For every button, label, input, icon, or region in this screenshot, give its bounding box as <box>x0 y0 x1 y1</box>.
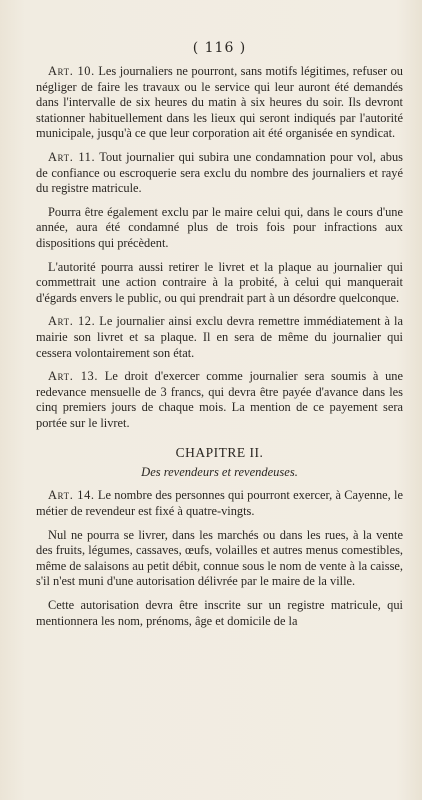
article-label: Art. 14. <box>48 488 95 503</box>
paragraph-exclusion <box>36 205 403 252</box>
chapter-title: CHAPITRE II. <box>175 445 264 461</box>
paragraph-art-10 <box>36 64 403 142</box>
paragraph-text: Le journalier ainsi exclu devra remettre immédiatement à la mairie son livret et sa plaque. Il en sera de même du journalier qui cessera volontairement son état. <box>36 314 403 360</box>
paragraph-art-14 <box>36 488 403 519</box>
article-label: Art. 12. <box>48 314 96 329</box>
paragraph-registration <box>36 598 403 629</box>
paragraph-text: Pourra être également exclu par le maire celui qui, dans le cours d'une année, aura été condamné plus de trois fois pour infractions aux dispositions qui précèdent. <box>36 204 403 250</box>
paragraph-text: Tout journalier qui subira une condamnation pour vol, abus de confiance ou escroquerie sera exclu du nombre des journaliers et rayé du registre matricule. <box>36 149 403 196</box>
paragraph-withdrawal <box>36 260 403 307</box>
article-label: Art. 11. <box>48 149 96 164</box>
article-label: Art. 10. <box>48 64 95 78</box>
paragraph-text: Nul ne pourra se livrer, dans les marchés ou dans les rues, à la vente des fruits, légumes, cassaves, œufs, volailles et autres menus comestibles, même de salaisons au petit débit, connue sous le nom de vente à la caisse, s'il n'est muni d'une autorisation délivrée par le maire de la ville. <box>36 527 403 589</box>
paragraph-text: Le droit d'exercer comme journalier sera soumis à une redevance mensuelle de 3 francs, qui devra être payée d'avance dans les cinq premiers jours de chaque mois. La mention de ce payement sera portée sur le livret. <box>36 369 403 430</box>
page-number: ( 116 ) <box>192 40 247 56</box>
chapter-subtitle: Des revendeurs et revendeuses. <box>141 465 298 480</box>
paragraph-text: Cette autorisation devra être inscrite sur un registre matricule, qui mentionnera les nom, prénoms, âge et domicile de la <box>36 598 403 628</box>
article-label: Art. 13. <box>48 369 99 384</box>
paragraph-text: L'autorité pourra aussi retirer le livret et la plaque au journalier qui commettrait une action contraire à la probité, à celui qui manquerait d'égards envers le public, ou qui prendrait part à un désordre quelconque. <box>36 259 403 305</box>
paragraph-art-11 <box>36 150 403 197</box>
paragraph-text: Le nombre des personnes qui pourront exercer, à Cayenne, le métier de revendeur est fixé à quatre-vingts. <box>36 488 403 519</box>
paragraph-text: Les journaliers ne pourront, sans motifs légitimes, refuser ou négliger de faire les travaux ou le service qui leur auront été demandés dans l'intervalle de six heures du matin à six heures du soir. Ils devront stationner habituellement dans les lieux qui seront indiqués par l'autorité municipale, jusqu'à ce que leur corporation ait été organisée en syndicat. <box>36 64 403 141</box>
paragraph-art-12 <box>36 314 403 361</box>
paragraph-art-13 <box>36 369 403 431</box>
paragraph-sale-rules <box>36 528 403 590</box>
